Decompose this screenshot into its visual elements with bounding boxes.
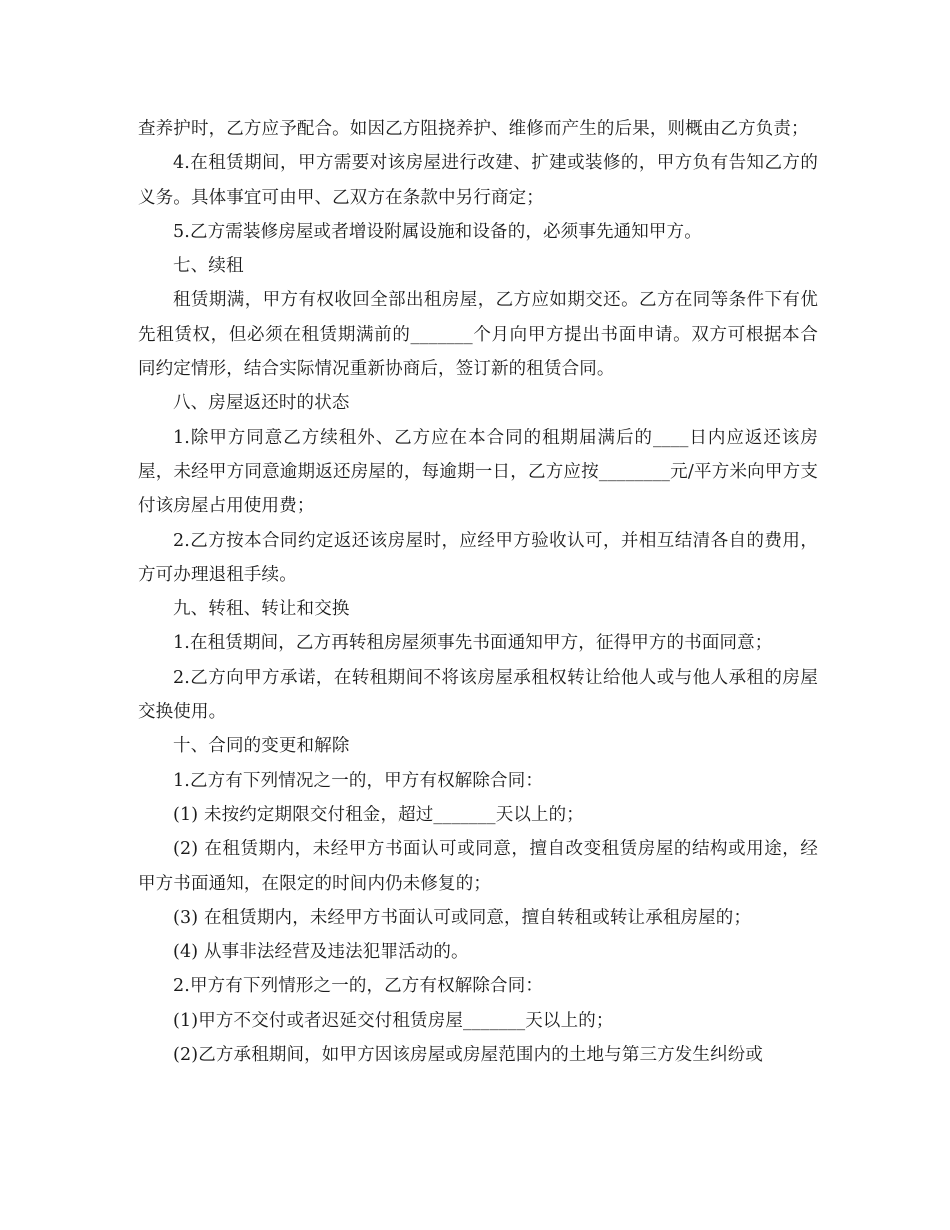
clause-8-2-return-inspection: 2.乙方按本合同约定返还该房屋时，应经甲方验收认可，并相互结清各自的费用，方可办理退租手续。 xyxy=(138,530,818,585)
item-10-1-1-rent-overdue: (1) 未按约定期限交付租金，超过_______天以上的； xyxy=(173,804,584,825)
clause-8-1-return-deadline: 1.除甲方同意乙方续租外、乙方应在本合同的租期届满后的____日内应返还该房屋，未经甲方同意逾期返还房屋的，每逾期一日，乙方应按________元/平方米向甲方支付该房屋占用使用费； xyxy=(138,427,818,517)
clause-10-1-lessor-termination: 1.乙方有下列情况之一的，甲方有权解除合同： xyxy=(173,770,543,791)
item-10-1-2-structure-change: (2) 在租赁期内，未经甲方书面认可或同意，擅自改变租赁房屋的结构或用途，经甲方书面通知，在限定的时间内仍未修复的； xyxy=(138,839,818,894)
section-heading-renewal: 七、续租 xyxy=(173,256,244,277)
item-10-2-2-third-party-dispute: (2)乙方承租期间，如甲方因该房屋或房屋范围内的土地与第三方发生纠纷或 xyxy=(173,1045,764,1066)
section-heading-change-termination: 十、合同的变更和解除 xyxy=(173,736,350,757)
paragraph-renewal-terms: 租赁期满，甲方有权收回全部出租房屋，乙方应如期交还。乙方在同等条件下有优先租赁权，但必须在租赁期满前的_______个月向甲方提出书面申请。双方可根据本合同约定情形，结合实际情况重新协商后，签订新的租赁合同。 xyxy=(138,290,818,380)
paragraph-maintenance-cooperation: 查养护时，乙方应予配合。如因乙方阻挠养护、维修而产生的后果，则概由乙方负责； xyxy=(138,119,809,139)
clause-9-2-no-transfer: 2.乙方向甲方承诺，在转租期间不将该房屋承租权转让给他人或与他人承租的房屋交换使用。 xyxy=(138,667,818,723)
clause-6-5-decoration-notice: 5.乙方需装修房屋或者增设附属设施和设备的，必须事先通知甲方。 xyxy=(173,221,702,242)
section-heading-sublease: 九、转租、转让和交换 xyxy=(173,599,350,620)
item-10-1-3-unauthorized-sublease: (3) 在租赁期内，未经甲方书面认可或同意，擅自转租或转让承租房屋的； xyxy=(173,907,752,928)
clause-6-4-renovation-notice: 4.在租赁期间，甲方需要对该房屋进行改建、扩建或装修的，甲方负有告知乙方的义务。具体事宜可由甲、乙双方在条款中另行商定； xyxy=(138,153,818,208)
item-10-2-1-delivery-delay: (1)甲方不交付或者迟延交付租赁房屋_______天以上的； xyxy=(173,1010,614,1031)
contract-body xyxy=(138,112,818,1072)
section-heading-return-state: 八、房屋返还时的状态 xyxy=(173,393,350,414)
item-10-1-4-illegal-activity: (4) 从事非法经营及违法犯罪活动的。 xyxy=(173,942,469,963)
clause-10-2-lessee-termination: 2.甲方有下列情形之一的，乙方有权解除合同： xyxy=(173,976,543,997)
clause-9-1-sublease-consent: 1.在租赁期间，乙方再转租房屋须事先书面通知甲方，征得甲方的书面同意； xyxy=(173,633,773,654)
